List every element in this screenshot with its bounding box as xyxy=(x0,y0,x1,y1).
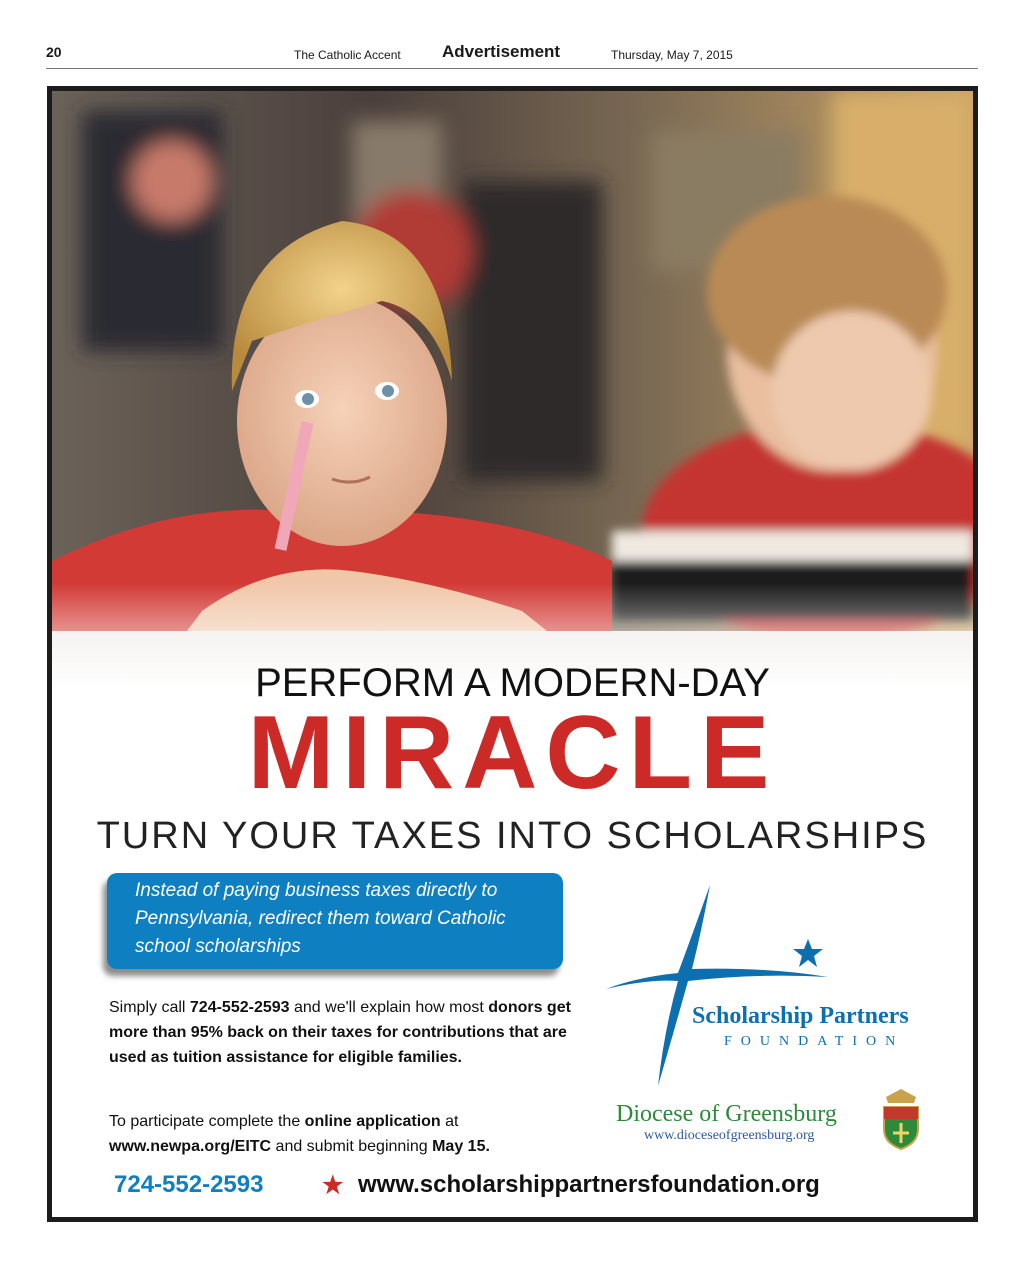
publication-name: The Catholic Accent xyxy=(294,48,401,62)
para1-text2: and we'll explain how most xyxy=(289,999,489,1016)
footer-url: www.scholarshippartnersfoundation.org xyxy=(358,1171,820,1198)
red-star-icon: ★ xyxy=(322,1172,344,1199)
page-number: 20 xyxy=(46,44,62,60)
issue-date: Thursday, May 7, 2015 xyxy=(611,48,733,62)
cross-logo-icon xyxy=(598,881,948,1091)
footer-phone: 724-552-2593 xyxy=(114,1171,264,1198)
para2-bold1: online application xyxy=(304,1113,441,1130)
headline-line1: PERFORM A MODERN-DAY xyxy=(255,661,770,705)
logo-diocese-name: Diocese of Greensburg xyxy=(616,1101,837,1127)
para2-bold3: May 15. xyxy=(432,1138,490,1155)
logo-spf-sub: FOUNDATION xyxy=(724,1034,905,1049)
para1-text1: Simply call xyxy=(109,999,190,1016)
para2-text1: To participate complete the xyxy=(109,1113,305,1130)
logo-spf-name: Scholarship Partners xyxy=(692,1003,909,1029)
callout-text: Instead of paying business taxes directly to Pennsylvania, redirect them toward Catholic school scholarships xyxy=(135,880,506,957)
para2-text2: at xyxy=(440,1113,459,1130)
body-paragraph-2 xyxy=(109,1109,579,1159)
headline-subtitle: TURN YOUR TAXES INTO SCHOLARSHIPS xyxy=(96,815,929,857)
body-paragraph-1 xyxy=(109,995,579,1070)
logo-diocese-url: www.dioceseofgreensburg.org xyxy=(644,1128,815,1143)
para2-bold2: www.newpa.org/EITC xyxy=(109,1138,272,1155)
diocese-crest-icon xyxy=(876,1089,926,1151)
callout-box xyxy=(107,873,563,969)
page-header xyxy=(46,40,978,69)
advertisement xyxy=(47,86,978,1222)
classroom-photo xyxy=(52,91,973,691)
para1-bold: donors get more than 95% back on their taxes for contributions that are used as tuition assistance for eligible families. xyxy=(109,999,571,1066)
headline-miracle: MIRACLE xyxy=(247,695,778,811)
para1-phone: 724-552-2593 xyxy=(189,999,290,1016)
section-label: Advertisement xyxy=(442,42,561,61)
para2-text3: and submit beginning xyxy=(271,1138,433,1155)
